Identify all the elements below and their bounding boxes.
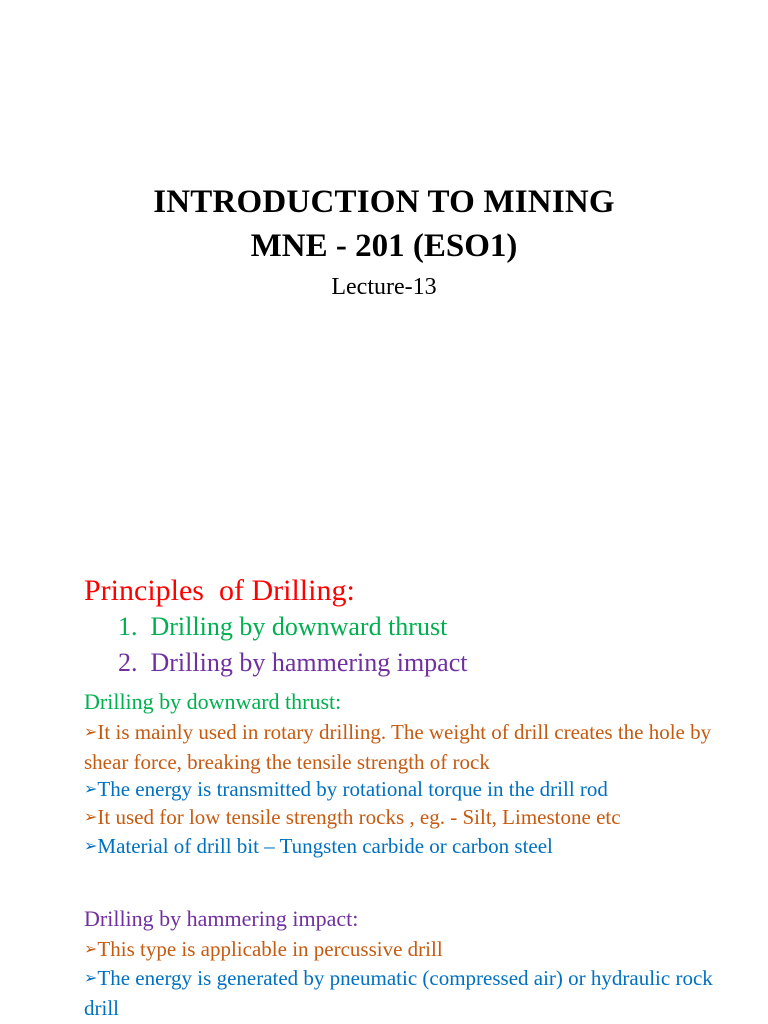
section-heading-hammering-impact: Drilling by hammering impact: — [84, 906, 359, 931]
bullet-text: It used for low tensile strength rocks , eg. - Silt, Limestone etc — [97, 805, 621, 829]
bullet-item — [84, 964, 724, 1022]
bullet-text: It is mainly used in rotary drilling. The weight of drill creates the hole by shear force, breaking the tensile strength of rock — [84, 720, 712, 774]
bullet-text: The energy is generated by pneumatic (compressed air) or hydraulic rock drill — [84, 966, 713, 1020]
bullet-text: Material of drill bit – Tungsten carbide or carbon steel — [97, 834, 553, 858]
bullet-item — [84, 832, 724, 862]
principle-item-2: 2. Drilling by hammering impact — [118, 648, 468, 677]
arrow-bullet-icon: ➢ — [84, 968, 98, 987]
arrow-bullet-icon: ➢ — [84, 807, 98, 826]
arrow-bullet-icon: ➢ — [84, 836, 98, 855]
principle-item-1: 1. Drilling by downward thrust — [118, 612, 448, 641]
principles-heading: Principles of Drilling: — [84, 574, 355, 607]
section-heading-downward-thrust: Drilling by downward thrust: — [84, 689, 342, 714]
bullet-item — [84, 775, 724, 805]
slide-title-line-2: MNE - 201 (ESO1) — [250, 228, 518, 264]
arrow-bullet-icon: ➢ — [84, 779, 98, 798]
bullet-text: The energy is transmitted by rotational torque in the drill rod — [97, 777, 608, 801]
bullet-item — [84, 803, 724, 833]
slide-title-line-1: INTRODUCTION TO MINING — [153, 184, 615, 220]
slide-title-line-3: Lecture-13 — [331, 274, 437, 300]
arrow-bullet-icon: ➢ — [84, 722, 98, 741]
bullet-text: This type is applicable in percussive drill — [97, 937, 443, 961]
bullet-item — [84, 718, 724, 776]
arrow-bullet-icon: ➢ — [84, 939, 98, 958]
bullet-item — [84, 935, 724, 965]
